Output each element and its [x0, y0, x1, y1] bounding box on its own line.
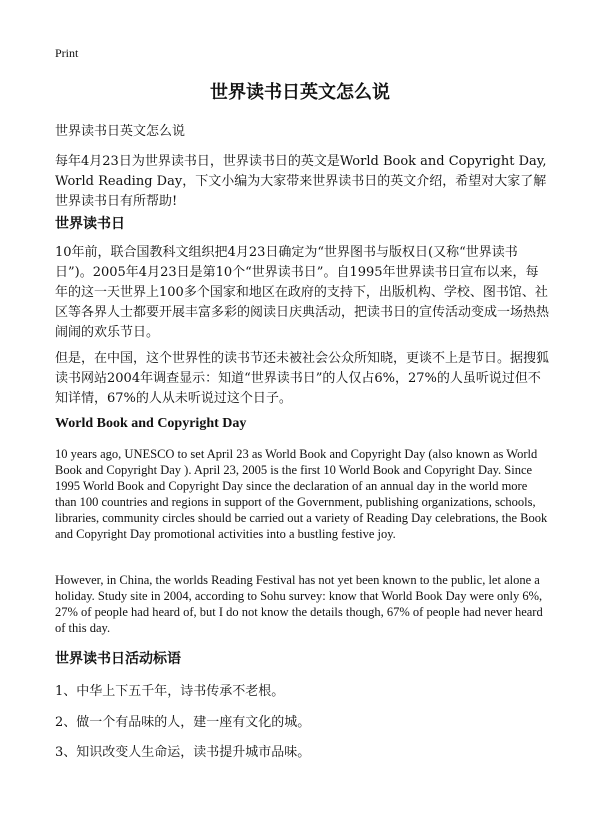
- intro-paragraph: 每年4月23日为世界读书日，世界读书日的英文是World Book and Copyright Day, World Reading Day，下文小编为大家带来世界读书日的英文介绍，希望对大家了解世界读书日有所帮助!: [55, 154, 547, 209]
- section-heading-world-book-day: 世界读书日: [55, 216, 125, 232]
- paragraph-en-survey: However, in China, the worlds Reading Festival has not yet been known to the public, let alone a holiday. Study site in 2004, according to Sohu survey: know that World Book Day were only 6%, 27% of people had heard of, but I do not know the details though, 67% of people had never heard of this day.: [55, 573, 543, 635]
- paragraph-cn-survey: 但是，在中国，这个世界性的读书节还未被社会公众所知晓，更谈不上是节日。据搜狐读书网站2004年调查显示：知道“世界读书日”的人仅占6%，27%的人虽听说过但不知详情，67%的人从未听说过这个日子。: [55, 351, 550, 406]
- section-heading-slogans: 世界读书日活动标语: [55, 651, 181, 667]
- paragraph-cn-history: 10年前，联合国教科文组织把4月23日确定为“世界图书与版权日(又称“世界读书日”)。2005年4月23日是第10个“世界读书日”。自1995年世界读书日宣布以来，每年的这一天世界上100多个国家和地区在政府的支持下，出版机构、学校、图书馆、社区等各界人士都要开展丰富多彩的阅读日庆典活动，把读书日的宣传活动变成一场热热闹闹的欢乐节日。: [55, 245, 550, 340]
- slogan-item: 3、知识改变人生命运，读书提升城市品味。: [55, 745, 311, 760]
- section-heading-english: World Book and Copyright Day: [55, 416, 247, 431]
- subtitle: 世界读书日英文怎么说: [55, 124, 186, 139]
- slogan-item: 2、做一个有品味的人，建一座有文化的城。: [55, 715, 311, 730]
- slogan-item: 1、中华上下五千年，诗书传承不老根。: [55, 684, 285, 699]
- paragraph-en-history: 10 years ago, UNESCO to set April 23 as World Book and Copyright Day (also known as World Book and Copyright Day ). April 23, 2005 is the first 10 World Book and Copyright Day. Since 1995 World Book and Copyright Day since the declaration of an annual day in the world more than 100 countries and regions in support of the Government, publishing organizations, schools, libraries, community circles should be carried out a variety of Reading Day celebrations, the Book and Copyright Day promotional activities into a bustling festive joy.: [55, 447, 548, 541]
- page-title: 世界读书日英文怎么说: [210, 82, 390, 103]
- print-link[interactable]: Print: [55, 46, 79, 60]
